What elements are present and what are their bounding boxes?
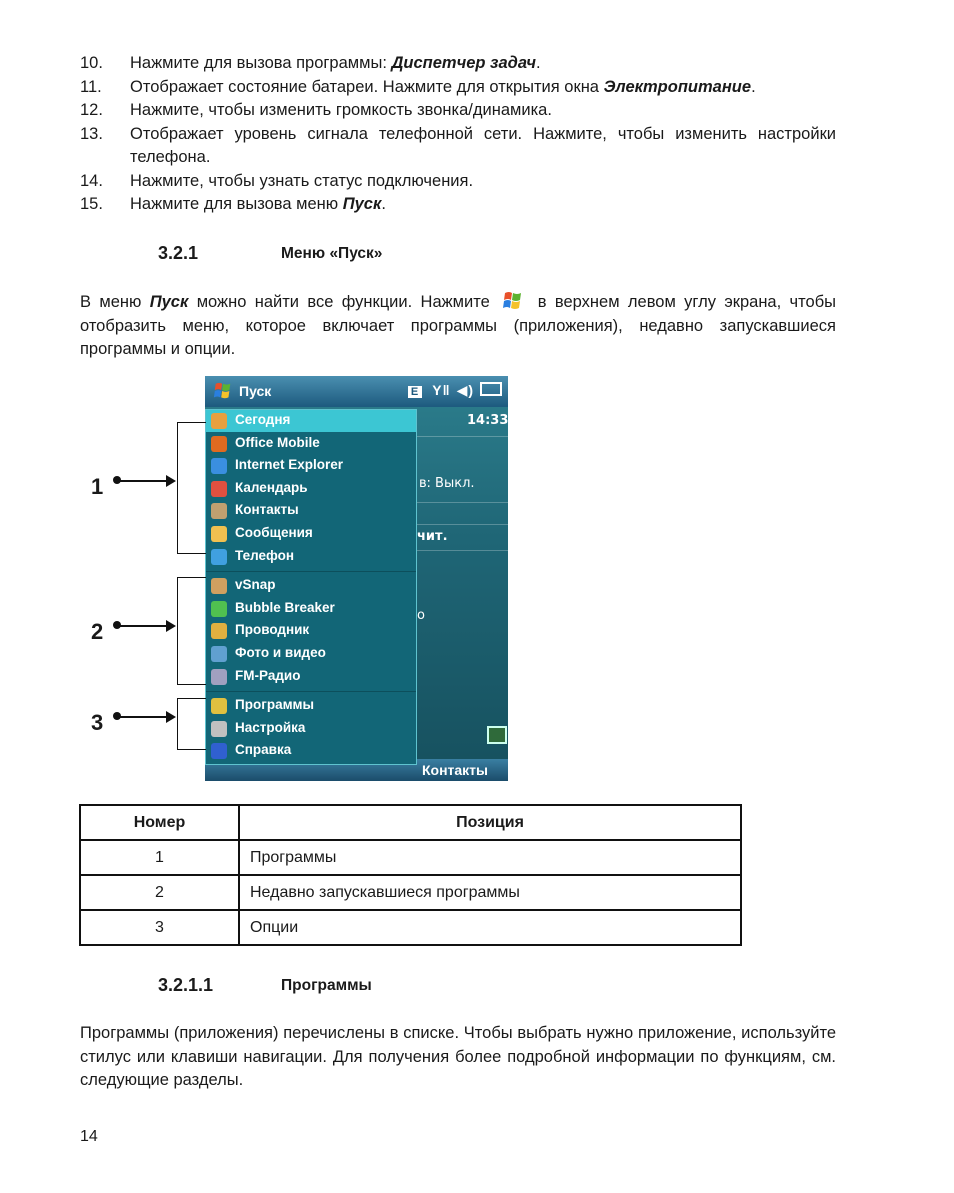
softkey-contacts[interactable]: Контакты xyxy=(421,762,488,778)
start-menu-figure xyxy=(80,376,510,781)
phone-screen xyxy=(205,376,508,781)
start-label[interactable]: Пуск xyxy=(239,383,272,399)
menu-item-label: Контакты xyxy=(235,502,299,518)
menu-item-label: Справка xyxy=(235,742,292,758)
menu-separator xyxy=(206,571,416,572)
emphasis-term: Пуск xyxy=(342,195,382,213)
phone-title-bar xyxy=(205,376,508,407)
numbered-list xyxy=(80,52,836,217)
start-flag-icon[interactable] xyxy=(211,381,235,404)
internet-explorer-icon xyxy=(211,458,227,474)
emphasis-term: Электропитание xyxy=(603,77,752,96)
table-row: 3 Опции xyxy=(80,910,741,945)
callout-label-2: 2 xyxy=(91,619,104,644)
list-number: 12. xyxy=(80,101,103,119)
picture-icon[interactable] xyxy=(487,726,507,744)
unread-text: чит. xyxy=(417,529,448,544)
volume-icon[interactable]: ◀) xyxy=(456,382,474,398)
section-heading-3-2-1-1 xyxy=(158,975,558,1001)
photo-video-icon xyxy=(211,646,227,662)
callout-arrow-1 xyxy=(118,480,174,482)
battery-icon[interactable] xyxy=(480,382,502,396)
menu-item[interactable] xyxy=(206,546,416,568)
menu-item[interactable] xyxy=(206,478,416,500)
section-number: 3.2.1.1 xyxy=(158,975,214,995)
help-icon xyxy=(211,743,227,759)
menu-item-label: Сообщения xyxy=(235,525,313,540)
start-menu-emphasis: Пуск xyxy=(149,293,189,311)
bracket-group-1 xyxy=(177,422,206,554)
settings-icon xyxy=(211,721,227,737)
menu-item-label: Проводник xyxy=(235,622,310,638)
table-row: 1 Программы xyxy=(80,840,741,875)
menu-item[interactable] xyxy=(206,695,416,717)
callout-arrow-2 xyxy=(118,625,174,627)
header-position: Позиция xyxy=(239,805,741,840)
phone-icon xyxy=(211,549,227,565)
menu-separator xyxy=(206,691,416,692)
page-number: 14 xyxy=(80,1128,98,1145)
emphasis-term: Диспетчер задач xyxy=(391,54,537,72)
section-number: 3.2.1 xyxy=(158,243,199,263)
list-item: 12. Нажмите, чтобы изменить громкость звонка/динамика. xyxy=(80,99,836,123)
menu-item[interactable] xyxy=(206,598,416,620)
menu-item-label: vSnap xyxy=(235,577,276,593)
menu-item-label: Фото и видео xyxy=(235,645,326,660)
callout-label-3: 3 xyxy=(91,710,104,735)
menu-item-label: FM-Радио xyxy=(235,667,301,683)
status-icons[interactable] xyxy=(408,382,502,399)
bracket-group-3 xyxy=(177,698,206,750)
list-number: 10. xyxy=(80,54,103,72)
menu-item[interactable] xyxy=(206,718,416,740)
start-menu xyxy=(205,409,417,765)
fm-radio-icon xyxy=(211,669,227,685)
menu-item[interactable] xyxy=(206,575,416,597)
menu-item[interactable] xyxy=(206,666,416,688)
list-item: 11. Отображает состояние батареи. Нажмите для открытия окна Электропитание. xyxy=(80,76,836,100)
menu-item[interactable] xyxy=(206,433,416,455)
vsnap-icon xyxy=(211,578,227,594)
calendar-icon xyxy=(211,481,227,497)
clock-time: 14:33 xyxy=(467,413,508,428)
menu-item-label: Office Mobile xyxy=(235,434,320,450)
table-header-row xyxy=(80,805,741,840)
signal-icon[interactable]: Y‖ xyxy=(432,382,451,398)
list-number: 11. xyxy=(80,77,102,96)
menu-item[interactable] xyxy=(206,410,416,432)
list-item: 14. Нажмите, чтобы узнать статус подключения. xyxy=(80,170,836,194)
positions-table xyxy=(79,804,742,946)
bg-fragment: о xyxy=(417,608,425,623)
programs-paragraph: Программы (приложения) перечислены в списке. Чтобы выбрать нужно приложение, используйте стилус или клавиши навигации. Для получения более подробной информации по функциям, см. следующие разделы. xyxy=(80,1024,836,1089)
bluetooth-status[interactable]: ʙ: Выкл. xyxy=(419,476,475,491)
section-heading-3-2-1 xyxy=(158,243,558,269)
bluetooth-icon: ʙ xyxy=(419,476,427,491)
menu-item-label: Календарь xyxy=(235,479,308,495)
programs-icon xyxy=(211,698,227,714)
table-row: 2 Недавно запускавшиеся программы xyxy=(80,875,741,910)
callout-label-1: 1 xyxy=(91,474,104,499)
menu-item-label: Телефон xyxy=(235,547,295,563)
menu-item-label: Bubble Breaker xyxy=(235,599,335,615)
file-explorer-icon xyxy=(211,623,227,639)
menu-item-label: Internet Explorer xyxy=(235,457,344,473)
list-number: 13. xyxy=(80,124,103,143)
menu-item-label: Программы xyxy=(235,697,315,713)
callout-arrow-3 xyxy=(118,716,174,718)
menu-item[interactable] xyxy=(206,740,416,762)
menu-item[interactable] xyxy=(206,455,416,477)
home-icon xyxy=(211,413,227,429)
menu-item[interactable] xyxy=(206,500,416,522)
menu-item[interactable] xyxy=(206,643,416,665)
bracket-group-2 xyxy=(177,577,206,685)
bubble-breaker-icon xyxy=(211,601,227,617)
messages-icon xyxy=(211,526,227,542)
list-item: 10. Нажмите для вызова программы: Диспетчер задач. xyxy=(80,52,836,76)
section-title: Меню «Пуск» xyxy=(281,245,383,262)
windows-start-icon xyxy=(500,290,526,312)
list-item: 13. Отображает уровень сигнала телефонной сети. Нажмите, чтобы изменить настройки телефона. xyxy=(80,124,836,166)
menu-item-label: Сегодня xyxy=(235,412,291,427)
connection-e-icon[interactable]: E xyxy=(408,386,422,398)
list-number: 15. xyxy=(80,195,103,213)
office-icon xyxy=(211,436,227,452)
menu-item[interactable] xyxy=(206,523,416,545)
intro-paragraph: В меню Пуск можно найти все функции. Нажмите в верхнем левом углу экрана, чтобы отобразить меню, которое включает программы (приложения), недавно запускавшиеся программы и опции. xyxy=(80,290,836,362)
list-number: 14. xyxy=(80,171,103,190)
contacts-icon xyxy=(211,503,227,519)
header-number: Номер xyxy=(80,805,239,840)
menu-item-label: Настройка xyxy=(235,719,306,735)
section-title: Программы xyxy=(281,977,372,994)
menu-item[interactable] xyxy=(206,620,416,642)
list-item: 15. Нажмите для вызова меню Пуск. xyxy=(80,193,836,217)
